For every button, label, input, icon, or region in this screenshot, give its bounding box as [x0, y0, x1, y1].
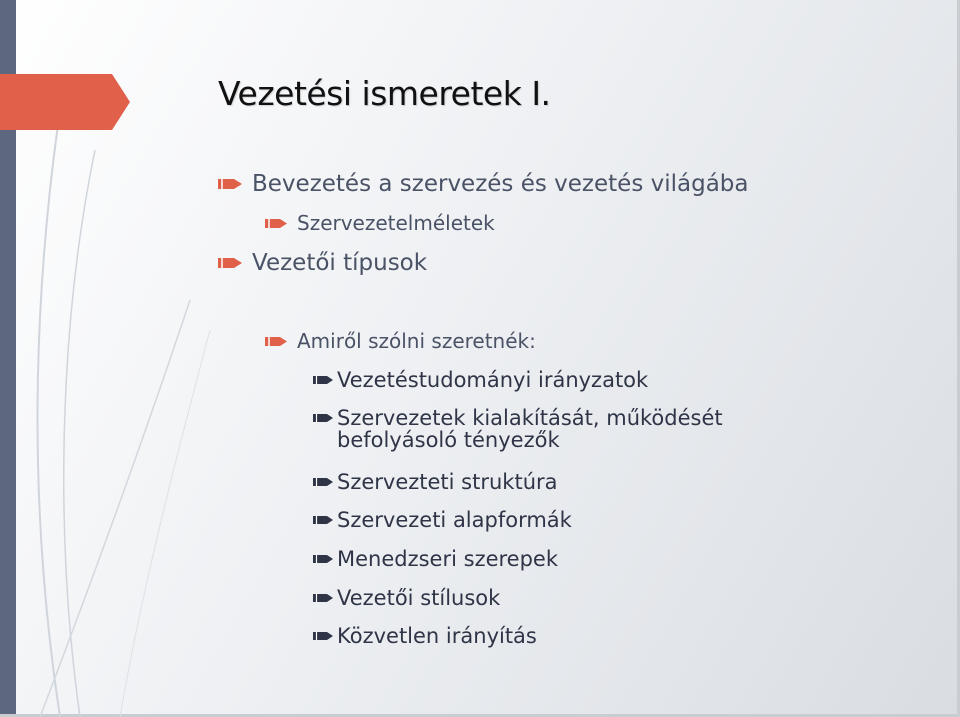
- bullet-text: Közvetlen irányítás: [337, 624, 537, 648]
- pencil-arrow-icon: [218, 256, 242, 270]
- title-arrow-shape: [0, 74, 130, 130]
- bullet-item-leader-types: [218, 250, 427, 276]
- pencil-arrow-icon: [313, 514, 333, 526]
- pencil-arrow-icon: [265, 335, 287, 348]
- bullet-item-topics: [265, 329, 536, 353]
- pencil-arrow-icon: [313, 412, 333, 424]
- bullet-item-leadership-styles: [313, 586, 500, 610]
- bullet-text-continuation: befolyásoló tényezők: [337, 428, 560, 452]
- bullet-item-direct-control: [313, 624, 537, 648]
- pencil-arrow-icon: [313, 553, 333, 565]
- pencil-arrow-icon: [313, 374, 333, 386]
- bullet-item-manager-roles: [313, 547, 558, 571]
- bullet-item-structure: [313, 470, 558, 494]
- bullet-item-organization-factors: [313, 406, 723, 430]
- pencil-arrow-icon: [265, 217, 287, 230]
- pencil-arrow-icon: [218, 177, 242, 191]
- bullet-text: Menedzseri szerepek: [337, 547, 559, 571]
- bullet-text: Vezetői stílusok: [337, 586, 501, 610]
- pencil-arrow-icon: [313, 592, 333, 604]
- pencil-arrow-icon: [313, 630, 333, 642]
- bullet-item-management-science: [313, 368, 648, 392]
- slide-title: Vezetési ismeretek I.: [218, 74, 551, 113]
- bullet-text: Szervezetek kialakítását, működését: [337, 406, 723, 430]
- bullet-text: Amiről szólni szeretnék:: [297, 329, 536, 353]
- bullet-item-intro: [218, 171, 749, 197]
- pencil-arrow-icon: [313, 476, 333, 488]
- bullet-text: Szervezteti struktúra: [337, 470, 558, 494]
- bullet-text: Szervezetelméletek: [297, 211, 495, 235]
- bullet-text: Szervezeti alapformák: [337, 508, 572, 532]
- bullet-item-basic-forms: [313, 508, 572, 532]
- bullet-text: Vezetéstudományi irányzatok: [337, 368, 649, 392]
- bullet-text: Vezetői típusok: [252, 250, 428, 276]
- bullet-text: Bevezetés a szervezés és vezetés világába: [252, 171, 749, 197]
- bullet-item-theories: [265, 211, 495, 235]
